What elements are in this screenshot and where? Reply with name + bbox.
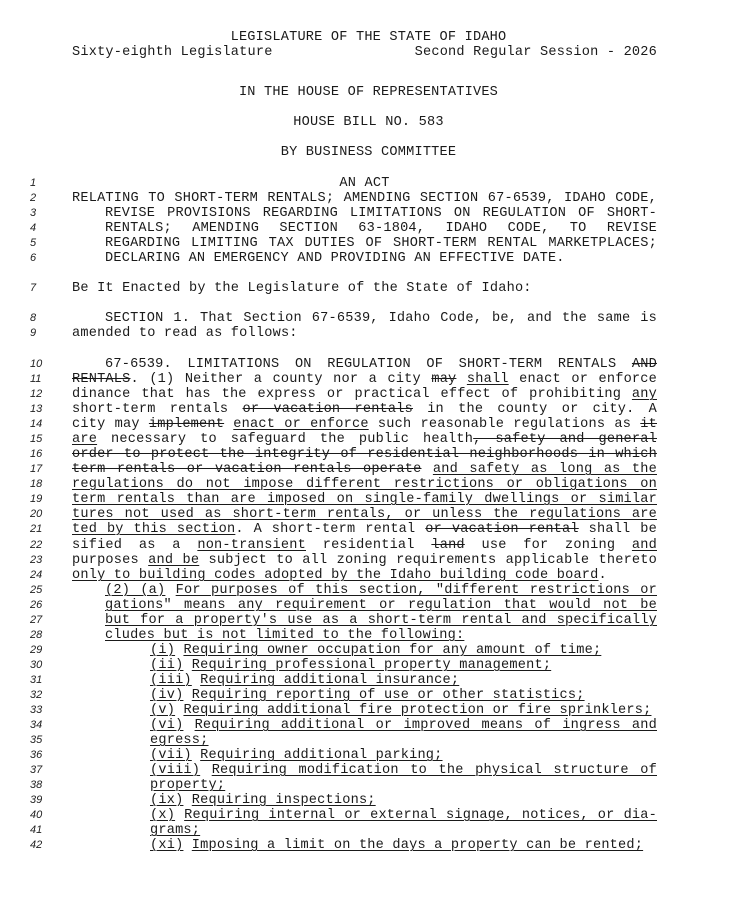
deleted-text: or vacation rentals bbox=[242, 402, 413, 417]
line-number: 38 bbox=[30, 779, 43, 791]
bill-line bbox=[150, 703, 657, 718]
bill-line bbox=[105, 583, 657, 598]
bill-line bbox=[150, 748, 657, 763]
line-number: 29 bbox=[30, 644, 43, 656]
inserted-text: Requiring internal or external signage, notices, or dia- bbox=[184, 808, 657, 823]
inserted-text: any bbox=[631, 387, 657, 402]
inserted-text: ted by this section bbox=[72, 522, 236, 537]
line-number: 31 bbox=[30, 674, 43, 686]
legislature-number: Sixty-eighth Legislature bbox=[72, 45, 273, 60]
inserted-text: regulations do not impose different restrictions or obligations on bbox=[72, 477, 657, 492]
line-number: 27 bbox=[30, 614, 43, 626]
bill-line bbox=[72, 176, 657, 191]
line-text bbox=[183, 718, 194, 733]
inserted-text: gations" means any requirement or regulation that would not be bbox=[105, 598, 657, 613]
line-number: 36 bbox=[30, 749, 43, 761]
bill-line bbox=[72, 492, 657, 507]
bill-line bbox=[150, 763, 657, 778]
deleted-text: order to protect the integrity of residential neighborhoods in which bbox=[72, 447, 657, 462]
bill-line bbox=[72, 326, 657, 341]
deleted-text: term rentals or vacation rentals operate bbox=[72, 462, 422, 477]
line-text bbox=[175, 808, 184, 823]
bill-line bbox=[72, 522, 657, 537]
bill-line bbox=[105, 613, 657, 628]
line-number: 40 bbox=[30, 809, 43, 821]
line-text: amended to read as follows: bbox=[72, 326, 298, 341]
deleted-text: may bbox=[431, 372, 457, 387]
line-number: 10 bbox=[30, 358, 43, 370]
inserted-text: (i) bbox=[150, 643, 176, 658]
inserted-text: but for a property's use as a short-term rental and specifically bbox=[105, 613, 657, 628]
line-text: enact or enforce bbox=[519, 372, 657, 387]
line-text: RELATING TO SHORT-TERM RENTALS; AMENDING SECTION 67-6539, IDAHO CODE, bbox=[72, 191, 657, 206]
line-text bbox=[183, 658, 191, 673]
bill-line bbox=[72, 462, 657, 477]
line-number: 37 bbox=[30, 764, 43, 776]
inserted-text: tures not used as short-term rentals, or unless the regulations are bbox=[72, 507, 657, 522]
line-text: necessary to safeguard the public health bbox=[97, 432, 474, 447]
line-number: 22 bbox=[30, 539, 43, 551]
bill-line bbox=[150, 718, 657, 733]
line-number: 30 bbox=[30, 659, 43, 671]
chamber-title: IN THE HOUSE OF REPRESENTATIVES bbox=[238, 85, 499, 100]
line-number: 26 bbox=[30, 599, 43, 611]
line-number: 41 bbox=[30, 824, 43, 836]
bill-line bbox=[72, 447, 657, 462]
bill-line bbox=[150, 673, 657, 688]
inserted-text: only to building codes adopted by the Idaho building code board bbox=[72, 568, 599, 583]
bill-line bbox=[150, 733, 657, 748]
line-number: 21 bbox=[30, 523, 43, 535]
inserted-text: Requiring additional fire protection or fire sprinklers; bbox=[183, 703, 652, 718]
line-number: 13 bbox=[30, 403, 43, 415]
inserted-text: enact or enforce bbox=[233, 417, 369, 432]
bill-line bbox=[150, 823, 657, 838]
line-number: 11 bbox=[30, 373, 42, 385]
line-number: 14 bbox=[30, 418, 43, 430]
bill-number: HOUSE BILL NO. 583 bbox=[293, 115, 444, 130]
line-text: RENTALS; AMENDING SECTION 63-1804, IDAHO CODE, TO REVISE bbox=[105, 221, 657, 236]
bill-line bbox=[72, 432, 657, 447]
inserted-text: cludes but is not limited to the following: bbox=[105, 628, 465, 643]
inserted-text: (xi) bbox=[150, 838, 184, 853]
line-number: 1 bbox=[30, 177, 37, 189]
line-text bbox=[200, 763, 212, 778]
bill-line bbox=[150, 808, 657, 823]
legislature-title: LEGISLATURE OF THE STATE OF IDAHO bbox=[230, 30, 507, 45]
bill-line bbox=[105, 311, 657, 326]
line-number: 17 bbox=[30, 463, 43, 475]
line-text: use for zoning bbox=[464, 538, 632, 553]
inserted-text: Requiring inspections; bbox=[191, 793, 376, 808]
bill-line bbox=[72, 191, 657, 206]
line-number: 2 bbox=[30, 192, 37, 204]
inserted-text: are bbox=[72, 432, 98, 447]
inserted-text: (v) bbox=[150, 703, 176, 718]
deleted-text: it bbox=[640, 417, 657, 432]
bill-line bbox=[150, 643, 657, 658]
inserted-text: (ii) bbox=[150, 658, 184, 673]
deleted-text: RENTALS bbox=[72, 372, 131, 387]
line-number: 19 bbox=[30, 493, 43, 505]
line-number: 4 bbox=[30, 222, 37, 234]
bill-line bbox=[150, 688, 657, 703]
bill-line bbox=[150, 658, 657, 673]
bill-line bbox=[105, 628, 657, 643]
inserted-text: and safety as long as the bbox=[432, 462, 657, 477]
deleted-text: or vacation rental bbox=[425, 522, 579, 537]
line-number: 16 bbox=[30, 448, 43, 460]
deleted-text: , safety and general bbox=[473, 432, 657, 447]
inserted-text: grams; bbox=[150, 823, 201, 838]
line-text: . A short-term rental bbox=[235, 522, 426, 537]
inserted-text: Requiring owner occupation for any amount of time; bbox=[183, 643, 602, 658]
inserted-text: non-transient bbox=[197, 538, 306, 553]
line-text: short-term rentals bbox=[72, 402, 243, 417]
line-text bbox=[183, 688, 191, 703]
line-text: SECTION 1. That Section 67-6539, Idaho Code, be, and the same is bbox=[105, 311, 657, 326]
line-text bbox=[183, 838, 191, 853]
line-text: subject to all zoning requirements applicable thereto bbox=[199, 553, 657, 568]
line-text: residential bbox=[306, 538, 432, 553]
line-number: 25 bbox=[30, 584, 43, 596]
line-text bbox=[224, 417, 233, 432]
inserted-text: egress; bbox=[150, 733, 209, 748]
line-text bbox=[192, 673, 200, 688]
deleted-text: land bbox=[431, 538, 465, 553]
session-row bbox=[72, 45, 657, 60]
line-number: 24 bbox=[30, 569, 43, 581]
inserted-text: (2) (a) bbox=[105, 583, 166, 598]
inserted-text: Imposing a limit on the days a property can be rented; bbox=[191, 838, 644, 853]
bill-line bbox=[72, 372, 657, 387]
line-number: 5 bbox=[30, 237, 37, 249]
line-text: AN ACT bbox=[339, 176, 390, 191]
inserted-text: and be bbox=[148, 553, 200, 568]
bill-line bbox=[150, 793, 657, 808]
bill-line bbox=[105, 251, 657, 266]
bill-line bbox=[72, 507, 657, 522]
bill-line bbox=[150, 838, 657, 853]
line-number: 12 bbox=[30, 388, 43, 400]
inserted-text: Requiring additional parking; bbox=[200, 748, 443, 763]
bill-line bbox=[105, 221, 657, 236]
line-number: 8 bbox=[30, 312, 37, 324]
inserted-text: term rentals than are imposed on single-family dwellings or similar bbox=[72, 492, 657, 507]
session-name: Second Regular Session - 2026 bbox=[414, 45, 657, 60]
bill-line bbox=[150, 778, 657, 793]
bill-line bbox=[72, 281, 657, 296]
line-number: 3 bbox=[30, 207, 37, 219]
inserted-text: (iii) bbox=[150, 673, 192, 688]
bill-line bbox=[105, 357, 657, 372]
line-text bbox=[192, 748, 200, 763]
inserted-text: (viii) bbox=[150, 763, 201, 778]
bill-line bbox=[72, 417, 657, 432]
bill-line bbox=[72, 568, 657, 583]
line-text: . bbox=[598, 568, 607, 583]
deleted-text: implement bbox=[148, 417, 225, 432]
line-text: dinance that has the express or practical effect of prohibiting bbox=[72, 387, 632, 402]
line-text bbox=[421, 462, 432, 477]
bill-line bbox=[105, 206, 657, 221]
bill-line bbox=[72, 553, 657, 568]
line-text: purposes bbox=[72, 553, 149, 568]
line-number: 15 bbox=[30, 433, 43, 445]
line-text: shall be bbox=[588, 522, 657, 537]
deleted-text: AND bbox=[631, 357, 657, 372]
bill-line bbox=[105, 598, 657, 613]
inserted-text: property; bbox=[150, 778, 226, 793]
line-text: DECLARING AN EMERGENCY AND PROVIDING AN EFFECTIVE DATE. bbox=[105, 251, 565, 266]
line-number: 20 bbox=[30, 508, 43, 520]
line-number: 39 bbox=[30, 794, 43, 806]
line-number: 32 bbox=[30, 689, 43, 701]
inserted-text: Requiring additional insurance; bbox=[200, 673, 460, 688]
inserted-text: For purposes of this section, "different restrictions or bbox=[175, 583, 657, 598]
line-number: 33 bbox=[30, 704, 43, 716]
line-text: . (1) Neither a county nor a city bbox=[130, 372, 432, 387]
line-text: 67-6539. LIMITATIONS ON REGULATION OF SHORT-TERM RENTALS bbox=[105, 357, 632, 372]
line-number: 28 bbox=[30, 629, 43, 641]
line-number: 42 bbox=[30, 839, 43, 851]
inserted-text: and bbox=[631, 538, 657, 553]
line-text bbox=[456, 372, 466, 387]
line-text bbox=[183, 793, 191, 808]
inserted-text: Requiring reporting of use or other statistics; bbox=[191, 688, 585, 703]
line-number: 34 bbox=[30, 719, 43, 731]
inserted-text: (vi) bbox=[150, 718, 184, 733]
bill-line bbox=[72, 387, 657, 402]
line-text: REGARDING LIMITING TAX DUTIES OF SHORT-TERM RENTAL MARKETPLACES; bbox=[105, 236, 657, 251]
line-number: 7 bbox=[30, 282, 37, 294]
line-text: city may bbox=[72, 417, 149, 432]
bill-line bbox=[72, 477, 657, 492]
inserted-text: (iv) bbox=[150, 688, 184, 703]
bill-line bbox=[105, 236, 657, 251]
line-number: 9 bbox=[30, 327, 37, 339]
line-number: 6 bbox=[30, 252, 37, 264]
inserted-text: (ix) bbox=[150, 793, 184, 808]
bill-line bbox=[72, 402, 657, 417]
bill-line bbox=[72, 538, 657, 553]
line-number: 35 bbox=[30, 734, 43, 746]
inserted-text: (x) bbox=[150, 808, 176, 823]
bill-sponsor: BY BUSINESS COMMITTEE bbox=[280, 145, 457, 160]
inserted-text: shall bbox=[466, 372, 509, 387]
inserted-text: Requiring modification to the physical structure of bbox=[211, 763, 657, 778]
inserted-text: Requiring professional property management; bbox=[191, 658, 552, 673]
line-number: 23 bbox=[30, 554, 43, 566]
line-text: REVISE PROVISIONS REGARDING LIMITATIONS ON REGULATION OF SHORT- bbox=[105, 206, 657, 221]
line-text bbox=[165, 583, 175, 598]
inserted-text: (vii) bbox=[150, 748, 192, 763]
line-number: 18 bbox=[30, 478, 43, 490]
line-text: such reasonable regulations as bbox=[368, 417, 641, 432]
line-text: Be It Enacted by the Legislature of the State of Idaho: bbox=[72, 281, 532, 296]
line-text: sified as a bbox=[72, 538, 198, 553]
inserted-text: Requiring additional or improved means of ingress and bbox=[194, 718, 657, 733]
line-text: in the county or city. A bbox=[427, 402, 657, 417]
